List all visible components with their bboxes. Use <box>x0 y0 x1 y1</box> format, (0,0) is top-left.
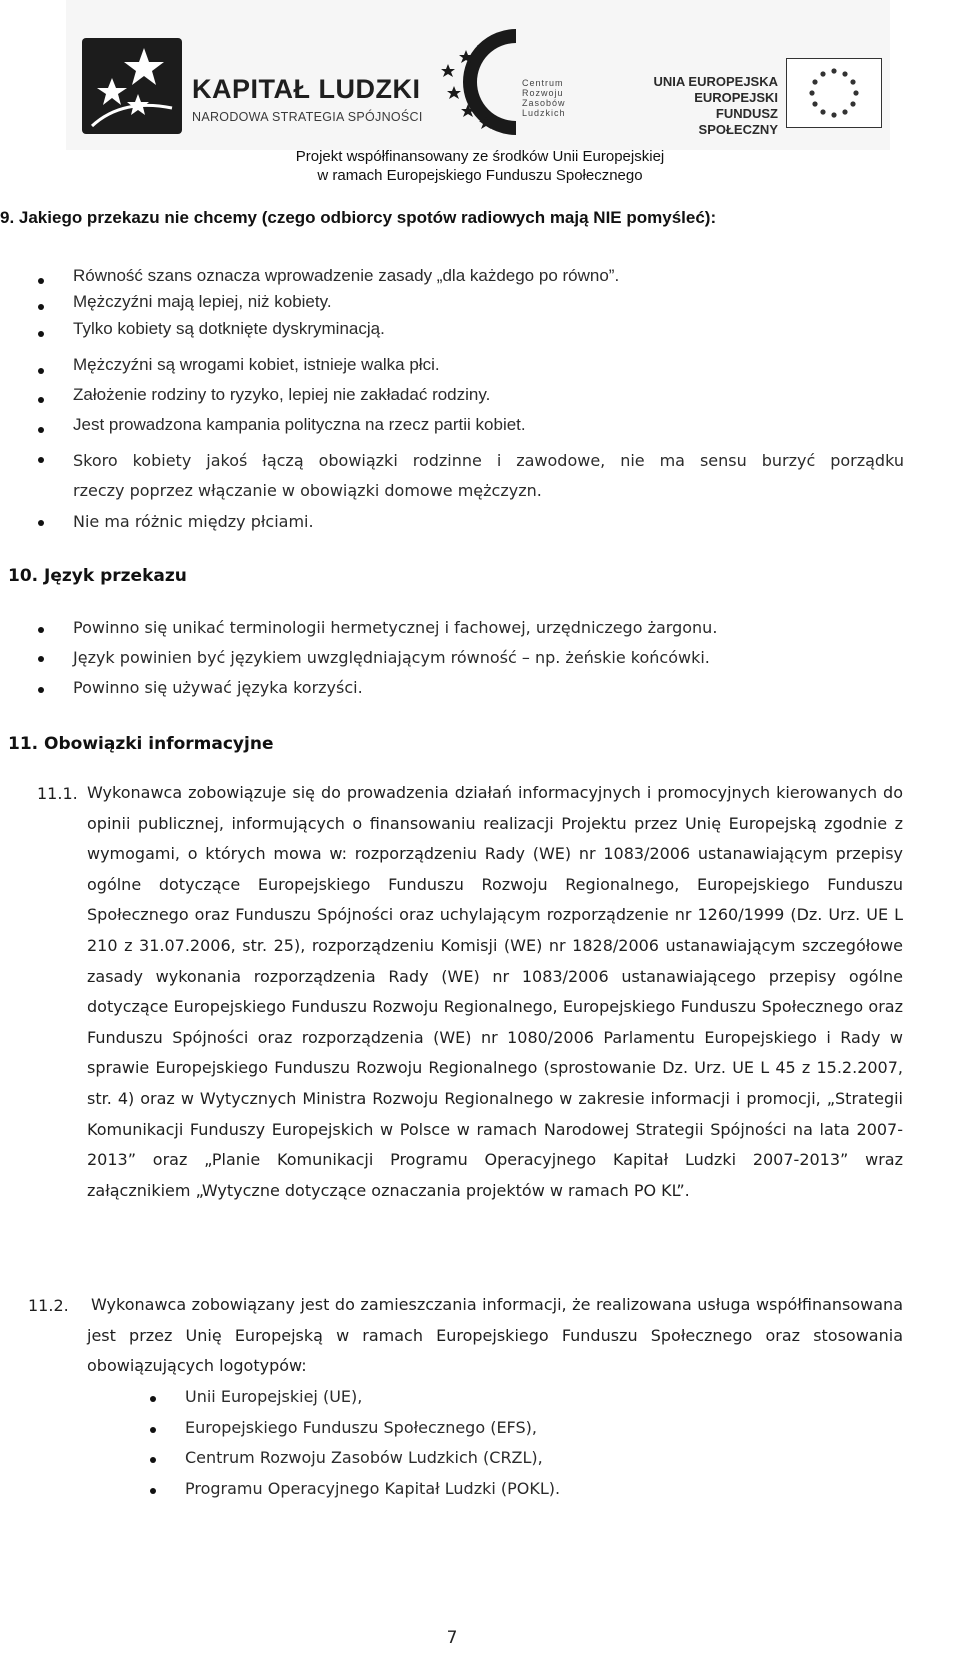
bullet-icon <box>150 1427 156 1433</box>
list-item-text: Równość szans oznacza wprowadzenie zasady „dla każdego po równo”. <box>73 266 620 285</box>
cofinancing-line-2: w ramach Europejskiego Funduszu Społecznego <box>317 167 643 184</box>
bullet-icon <box>38 520 44 526</box>
kapital-ludzki-logo <box>82 18 422 138</box>
crzl-logo <box>438 24 598 140</box>
eu-logo-text <box>640 74 778 138</box>
bullet-icon <box>38 304 44 310</box>
section-10-heading: 10. Język przekazu <box>8 566 187 586</box>
eu-logo-line-1: UNIA EUROPEJSKA <box>653 74 778 89</box>
list-item-text: Tylko kobiety są dotknięte dyskryminacją. <box>73 319 385 338</box>
kapital-ludzki-subtitle: NARODOWA STRATEGIA SPÓJNOŚCI <box>192 110 423 124</box>
eu-efs-logo <box>640 58 880 148</box>
bullet-icon <box>38 627 44 633</box>
list-item-text: Europejskiego Funduszu Społecznego (EFS), <box>185 1418 537 1437</box>
list-item-text: Mężczyźni są wrogami kobiet, istnieje walka płci. <box>73 355 440 374</box>
bullet-icon <box>38 397 44 403</box>
list-item-text: Mężczyźni mają lepiej, niż kobiety. <box>73 292 332 311</box>
bullet-icon <box>150 1457 156 1463</box>
bullet-icon <box>150 1396 156 1402</box>
bullet-icon <box>38 656 44 662</box>
paragraph-11-2: Wykonawca zobowiązany jest do zamieszczania informacji, że realizowana usługa współfinansowana jest przez Unię Europejską w ramach Europejskiego Funduszu Społecznego oraz stosowania obowiązujących logotypów: <box>87 1295 903 1376</box>
bullet-icon <box>38 278 44 284</box>
kapital-ludzki-emblem <box>82 38 182 134</box>
page-number: 7 <box>446 1628 458 1648</box>
list-item-text: Powinno się używać języka korzyści. <box>73 678 363 697</box>
bullet-icon <box>38 331 44 337</box>
paragraph-11-1: Wykonawca zobowiązuje się do prowadzenia działań informacyjnych i promocyjnych kierowanych do opinii publicznej, informujących o finansowaniu realizacji Projektu przez Unię Europejską zgodnie z wymogami, o których mowa w: rozporządzeniu Rady (WE) nr 1083/2006 ustanawiającym przepisy ogólne dotyczące Europejskiego Funduszu Rozwoju Regionalnego, Europejskiego Funduszu Społecznego oraz Funduszu Spójności oraz uchylającym rozporządzenie nr 1260/1999 (Dz. Urz. UE L 210 z 31.07.2006, str. 25), rozporządzeniu Komisji (WE) nr 1828/2006 ustanawiającym szczegółowe zasady wykonania rozporządzenia Rady (WE) nr 1083/2006 ustanawiającego przepisy ogólne dotyczące Europejskiego Funduszu Rozwoju Regionalnego, Europejskiego Funduszu Społecznego oraz Funduszu Spójności oraz rozporządzenia (WE) nr 1080/2006 Parlamentu Europejskiego i Rady w sprawie Europejskiego Funduszu Rozwoju Regionalnego (sprostowanie Dz. Urz. UE L 45 z 15.2.2007, str. 4) oraz w Wytycznych Ministra Rozwoju Regionalnego w zakresie informacji i promocji, „Strategii Komunikacji Funduszy Europejskich w Polsce w ramach Narodowej Strategii Spójności na lata 2007-2013” oraz „Planie Komunikacji Programu Operacyjnego Kapitał Ludzki 2007-2013” wraz załącznikiem „Wytyczne dotyczące oznaczania projektów w ramach PO KL”. <box>87 783 903 1200</box>
bullet-icon <box>150 1488 156 1494</box>
list-item-text: Programu Operacyjnego Kapitał Ludzki (POKL). <box>185 1479 561 1498</box>
paragraph-number: 11.2. <box>28 1296 69 1315</box>
list-item-text: Skoro kobiety jakoś łączą obowiązki rodzinne i zawodowe, nie ma sensu burzyć porządku <box>73 451 904 470</box>
eu-logo-line-3: FUNDUSZ SPOŁECZNY <box>698 106 778 137</box>
list-item-text: Założenie rodziny to ryzyko, lepiej nie zakładać rodziny. <box>73 385 491 404</box>
cofinancing-line-1: Projekt współfinansowany ze środków Unii Europejskiej <box>295 148 665 165</box>
bullet-icon <box>38 457 44 463</box>
bullet-icon <box>38 687 44 693</box>
section-11-heading: 11. Obowiązki informacyjne <box>8 734 274 754</box>
list-item-text: Język powinien być językiem uwzględniającym równość – np. żeńskie końcówki. <box>73 648 710 667</box>
crzl-logo-text: Centrum Rozwoju Zasobów Ludzkich <box>522 78 566 118</box>
list-item-text: Jest prowadzona kampania polityczna na rzecz partii kobiet. <box>73 415 526 434</box>
bullet-icon <box>38 427 44 433</box>
eu-flag-icon <box>786 58 882 128</box>
list-item-text: Unii Europejskiej (UE), <box>185 1387 363 1406</box>
section-9-heading: 9. Jakiego przekazu nie chcemy (czego odbiorcy spotów radiowych mają NIE pomyśleć): <box>0 208 717 227</box>
list-item-text: Centrum Rozwoju Zasobów Ludzkich (CRZL), <box>185 1448 543 1467</box>
list-item-text: rzeczy poprzez włączanie w obowiązki domowe mężczyzn. <box>73 481 542 500</box>
list-item-text: Powinno się unikać terminologii hermetycznej i fachowej, urzędniczego żargonu. <box>73 618 718 637</box>
stars-icon <box>82 38 182 134</box>
paragraph-number: 11.1. <box>37 784 78 803</box>
eu-logo-line-2: EUROPEJSKI <box>694 90 778 105</box>
crzl-emblem-icon <box>438 24 598 140</box>
kapital-ludzki-title: KAPITAŁ LUDZKI <box>192 74 421 104</box>
bullet-icon <box>38 368 44 374</box>
list-item-text: Nie ma różnic między płciami. <box>73 512 314 531</box>
